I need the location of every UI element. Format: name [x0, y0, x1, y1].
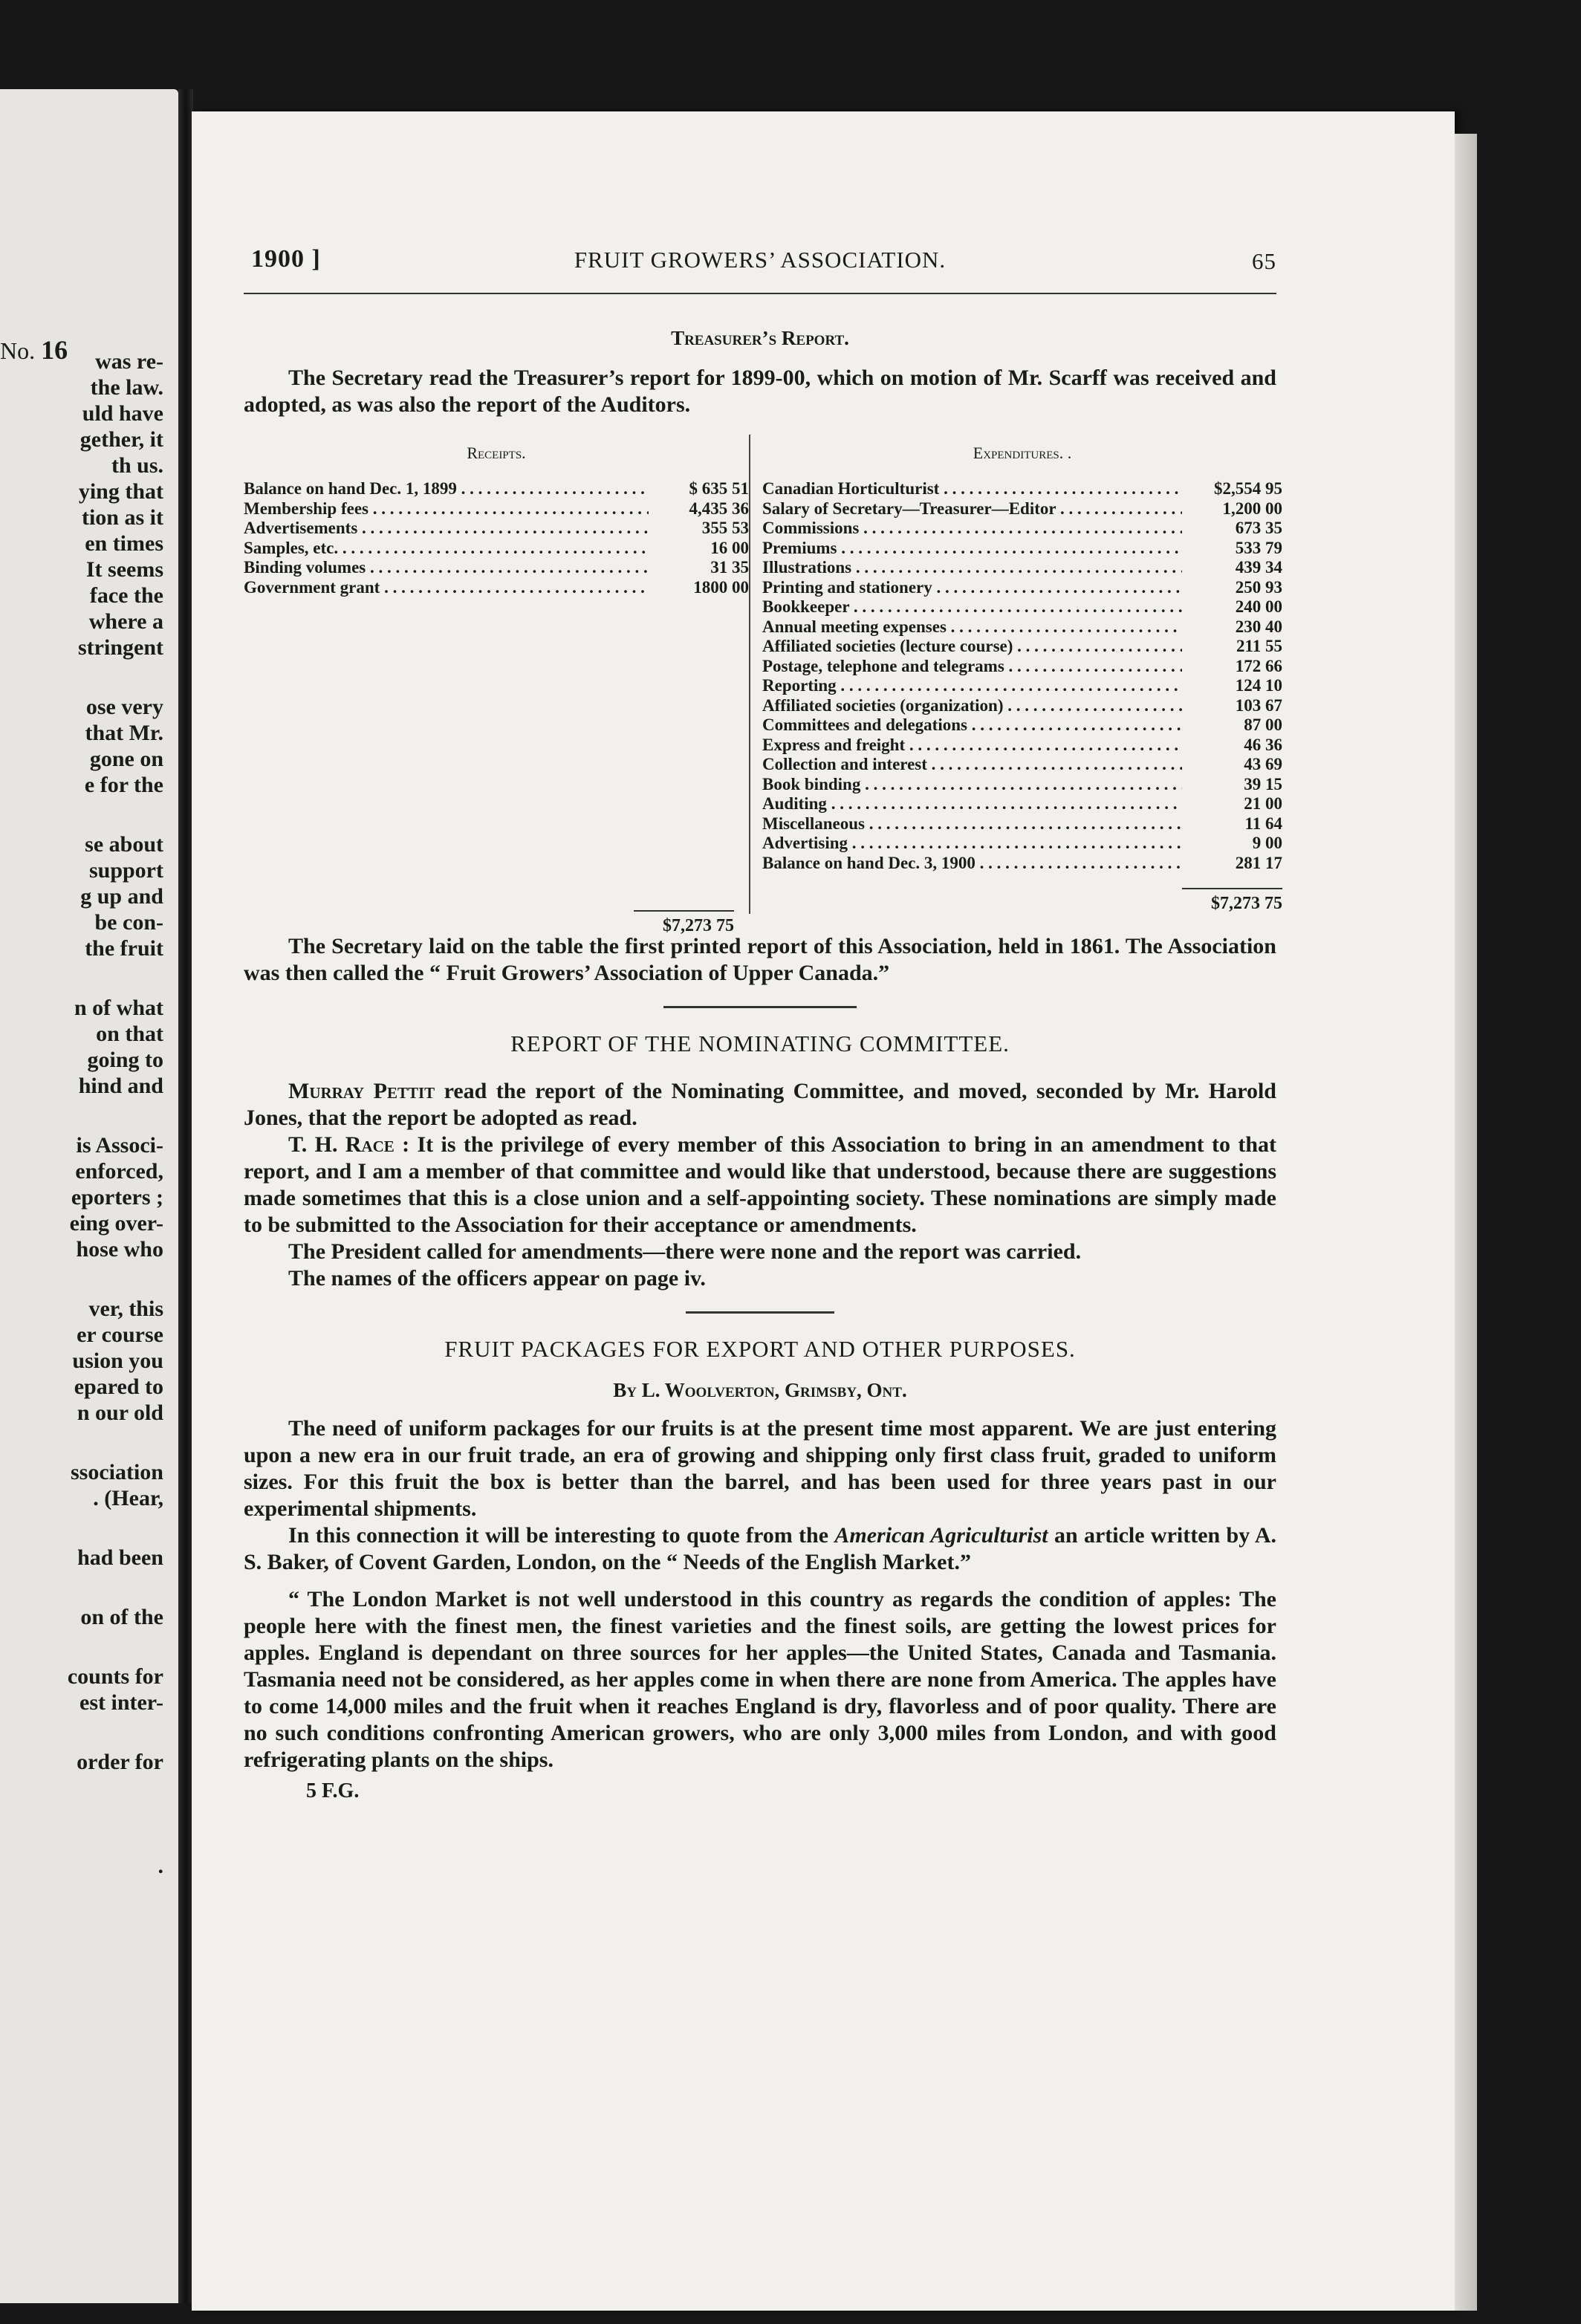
expenditure-row — [762, 736, 1282, 756]
first-report-paragraph: The Secretary laid on the table the first printed report of this Association, held in 1861. The Association was then called the “ Fruit Growers’ Association of Upper Canada.” — [244, 934, 1276, 985]
expenditure-row — [762, 854, 1282, 874]
expenditure-amount: 11 64 — [1244, 814, 1282, 833]
expenditure-row — [762, 519, 1282, 539]
expenditure-label: Printing and stationery . . . — [762, 578, 1182, 598]
facing-page-line: It seems — [85, 557, 163, 582]
receipt-amount: 16 00 — [710, 538, 749, 557]
facing-page-line: ose very — [85, 695, 163, 719]
facing-page-line: going to — [87, 1048, 163, 1072]
publication-title: American Agriculturist — [834, 1523, 1048, 1548]
facing-page-header-label: No. — [0, 337, 36, 364]
packages-text-2a: In this connection it will be interesting to quote from the — [288, 1523, 835, 1548]
expenditure-row — [762, 597, 1282, 617]
facing-page-line: g up and — [80, 884, 163, 909]
facing-page-line: was re- — [95, 349, 163, 374]
expenditure-row — [762, 539, 1282, 559]
page-number: 65 — [1252, 248, 1276, 274]
facing-page-line: that Mr. — [85, 721, 163, 745]
receipt-amount: 31 35 — [710, 558, 749, 577]
expenditure-label: Express and freight . . . — [762, 736, 1182, 756]
expenditure-amount: 103 67 — [1235, 695, 1282, 715]
facing-page-line: on of the — [80, 1605, 163, 1629]
receipt-row — [244, 519, 749, 539]
facing-page-line: ssociation — [70, 1460, 163, 1484]
facing-page-header-number: 16 — [41, 335, 68, 365]
expenditure-amount: 281 17 — [1235, 853, 1282, 872]
facing-page-line: is Associ- — [76, 1133, 163, 1158]
expenditure-amount: 533 79 — [1235, 538, 1282, 557]
expenditure-label: Salary of Secretary—Treasurer—Editor . . . — [762, 499, 1182, 519]
expenditure-label: Commissions . . . — [762, 519, 1182, 539]
expenditures-column — [749, 435, 1282, 914]
expenditure-label: Bookkeeper . . . — [762, 597, 1182, 617]
facing-page-line: counts for — [67, 1664, 163, 1689]
packages-text-2b: an article written by A. S. Baker, of Covent Garden, London, on the “ Needs of the English Market.” — [244, 1523, 1277, 1574]
expenditure-amount: $2,554 95 — [1214, 479, 1282, 498]
facing-page-line: se about — [85, 832, 163, 857]
expenditure-row — [762, 794, 1282, 814]
facing-page-line: . — [158, 1854, 163, 1878]
facing-page-line: hose who — [76, 1237, 163, 1262]
running-head-year: 1900 ] — [251, 245, 321, 273]
expenditure-amount: 87 00 — [1244, 715, 1282, 734]
facing-page-line: ver, this — [88, 1296, 163, 1321]
receipt-row — [244, 479, 749, 499]
expenditure-row — [762, 479, 1282, 499]
facing-page-line: er course — [77, 1322, 163, 1347]
expenditures-total-value: $7,273 75 — [1182, 888, 1282, 914]
expenditure-label: Canadian Horticulturist . . . — [762, 479, 1182, 499]
receipt-label: Binding volumes . . . — [244, 558, 649, 578]
expenditure-label: Committees and delegations . . . — [762, 715, 1182, 736]
receipt-amount: $ 635 51 — [689, 479, 749, 498]
expenditure-label: Annual meeting expenses . . . — [762, 617, 1182, 637]
accounts-table — [244, 435, 1282, 935]
expenditure-amount: 439 34 — [1235, 558, 1282, 577]
facing-page-line: . (Hear, — [93, 1486, 163, 1510]
expenditure-amount: 21 00 — [1244, 794, 1282, 813]
expenditure-amount: 673 35 — [1235, 519, 1282, 537]
facing-page-header — [0, 334, 68, 366]
packages-paragraph-2 — [244, 1522, 1276, 1576]
facing-page-left — [0, 89, 178, 2303]
expenditure-label: Affiliated societies (lecture course) . . . — [762, 637, 1182, 657]
receipt-amount: 1800 00 — [693, 577, 749, 597]
signature-mark: 5 F.G. — [306, 1779, 360, 1802]
packages-byline: By L. Woolverton, Grimsby, Ont. — [613, 1379, 907, 1401]
expenditure-label: Book binding . . . — [762, 775, 1182, 795]
facing-page-line: ying that — [78, 479, 163, 504]
receipts-rows — [244, 479, 749, 597]
speaker-th-race: T. H. Race — [288, 1132, 395, 1157]
facing-page-line: order for — [77, 1750, 163, 1774]
expenditure-row — [762, 578, 1282, 598]
receipt-label: Membership fees . . . — [244, 499, 649, 519]
packages-title: FRUIT PACKAGES FOR EXPORT AND OTHER PURPOSES. — [444, 1336, 1076, 1362]
treasurer-heading: Treasurer’s Report. — [671, 327, 849, 349]
receipt-label: Samples, etc. . . . — [244, 539, 649, 559]
nominating-paragraph-1 — [244, 1078, 1276, 1132]
facing-page-line: eing over- — [69, 1211, 163, 1236]
page-content — [244, 245, 1282, 1803]
expenditure-label: Advertising . . . — [762, 834, 1182, 854]
facing-page-line: be con- — [94, 910, 163, 935]
facing-page-line: enforced, — [75, 1159, 163, 1184]
expenditure-label: Affiliated societies (organization) . . . — [762, 696, 1182, 716]
facing-page-line: e for the — [84, 773, 163, 797]
expenditure-amount: 1,200 00 — [1222, 499, 1282, 518]
nominating-text-1: read the report of the Nominating Committee, and moved, seconded by Mr. Harold Jones, that the report be adopted as read. — [244, 1079, 1276, 1130]
facing-page-line: where a — [88, 609, 163, 634]
running-head-title: FRUIT GROWERS’ ASSOCIATION. — [574, 247, 947, 273]
expenditure-row — [762, 637, 1282, 657]
facing-page-line: hind and — [78, 1074, 163, 1098]
nominating-paragraph-4: The names of the officers appear on page iv. — [288, 1266, 706, 1291]
expenditure-amount: 124 10 — [1235, 676, 1282, 695]
facing-page-line: th us. — [111, 453, 163, 478]
expenditure-row — [762, 657, 1282, 677]
expenditure-row — [762, 676, 1282, 696]
facing-page-line: uld have — [82, 401, 163, 426]
nominating-title: REPORT OF THE NOMINATING COMMITTEE. — [510, 1030, 1010, 1056]
expenditure-amount: 9 00 — [1252, 834, 1282, 852]
treasurer-intro: The Secretary read the Treasurer’s report for 1899-00, which on motion of Mr. Scarff was received and adopted, as was also the report of the Auditors. — [244, 366, 1276, 417]
receipt-label: Balance on hand Dec. 1, 1899 . . . — [244, 479, 649, 499]
facing-page-line: usion you — [72, 1348, 163, 1373]
speaker-murray-pettit: Murray Pettit — [288, 1079, 435, 1103]
expenditures-rows — [762, 479, 1282, 873]
facing-page-line: n our old — [77, 1400, 163, 1425]
expenditure-label: Reporting . . . — [762, 676, 1182, 696]
expenditure-label: Collection and interest . . . — [762, 755, 1182, 775]
facing-page-line: epared to — [74, 1374, 163, 1399]
receipts-total — [634, 906, 734, 936]
nominating-paragraph-3: The President called for amendments—there were none and the report was carried. — [288, 1239, 1082, 1264]
expenditure-label: Postage, telephone and telegrams . . . — [762, 657, 1182, 677]
expenditure-amount: 46 36 — [1244, 735, 1282, 754]
expenditure-amount: 211 55 — [1236, 637, 1282, 655]
packages-paragraph-1: The need of uniform packages for our fruits is at the present time most apparent. We are just entering upon a new era in our fruit trade, an era of growing and shipping only first class fruit, graded to uniform sizes. For this fruit the box is better than the barrel, and has been used for three years past in our experimental shipments. — [244, 1416, 1276, 1521]
expenditure-amount: 230 40 — [1235, 617, 1282, 636]
section-divider-2 — [686, 1311, 834, 1314]
expenditure-amount: 43 69 — [1244, 755, 1282, 773]
expenditure-row — [762, 617, 1282, 637]
receipt-label: Government grant . . . — [244, 578, 649, 598]
receipts-column — [244, 435, 749, 935]
facing-page-line: eporters ; — [71, 1185, 163, 1210]
expenditure-label: Illustrations . . . — [762, 558, 1182, 578]
main-page — [192, 111, 1455, 2311]
receipt-row — [244, 499, 749, 519]
expenditures-heading: Expenditures. . — [973, 444, 1072, 462]
facing-page-line: had been — [77, 1545, 163, 1570]
packages-quote: “ The London Market is not well understood in this country as regards the condition of apples: The people here with the finest men, the finest varieties and the finest soils, are getting the lowest prices for apples. England is dependant on three sources for her apples—the United States, Canada and Tasmania. Tasmania need not be considered, as her apples come in when there are none from America. The apples have to come 14,000 miles and the fruit when it reaches England is dry, flavorless and of poor quality. There are no such conditions confronting American growers, who are only 3,000 miles from London, and with good refrigerating plants on the ships. — [244, 1587, 1276, 1772]
expenditure-amount: 240 00 — [1235, 597, 1282, 616]
expenditure-label: Premiums . . . — [762, 539, 1182, 559]
section-divider — [663, 1006, 857, 1008]
receipts-heading: Receipts. — [467, 444, 526, 462]
receipt-amount: 355 53 — [701, 519, 749, 537]
receipt-amount: 4,435 36 — [689, 499, 749, 518]
receipt-row — [244, 539, 749, 559]
nominating-paragraph-2 — [244, 1132, 1276, 1239]
expenditure-row — [762, 715, 1282, 736]
expenditure-row — [762, 696, 1282, 716]
facing-page-line: face the — [89, 583, 163, 608]
expenditures-total — [762, 883, 1282, 914]
expenditure-amount: 250 93 — [1235, 577, 1282, 597]
receipt-row — [244, 558, 749, 578]
facing-page-line: gether, it — [79, 427, 163, 452]
facing-page-line: tion as it — [81, 505, 163, 530]
expenditure-row — [762, 834, 1282, 854]
facing-page-line: on that — [96, 1022, 163, 1046]
expenditure-label: Auditing . . . — [762, 794, 1182, 814]
facing-page-line: n of what — [74, 996, 163, 1020]
expenditure-row — [762, 775, 1282, 795]
facing-page-line: the fruit — [85, 936, 163, 961]
facing-page-line: the law. — [90, 375, 163, 400]
facing-page-line: support — [88, 858, 163, 883]
expenditure-row — [762, 558, 1282, 578]
facing-page-line: stringent — [78, 635, 163, 660]
expenditure-row — [762, 814, 1282, 834]
receipts-total-value: $7,273 75 — [634, 910, 734, 936]
facing-page-line: en times — [85, 531, 163, 556]
nominating-text-2: : It is the privilege of every member of this Association to bring in an amendment to that report, and I am a member of that committee and would like that understood, because there are suggestions made sometimes that this is a close union and a self-appointing society. These nominations are simply made to be submitted to the Association for their acceptance or amendments. — [244, 1132, 1277, 1237]
expenditure-amount: 39 15 — [1244, 774, 1282, 793]
expenditure-row — [762, 755, 1282, 775]
expenditure-label: Miscellaneous . . . — [762, 814, 1182, 834]
running-head — [244, 245, 1276, 294]
book-gutter — [178, 89, 193, 2303]
expenditure-amount: 172 66 — [1235, 656, 1282, 675]
expenditure-label: Balance on hand Dec. 3, 1900 . . . — [762, 854, 1182, 874]
facing-page-line: est inter- — [79, 1690, 163, 1715]
expenditure-row — [762, 499, 1282, 519]
facing-page-line: gone on — [89, 747, 163, 771]
receipt-row — [244, 578, 749, 598]
receipt-label: Advertisements . . . — [244, 519, 649, 539]
